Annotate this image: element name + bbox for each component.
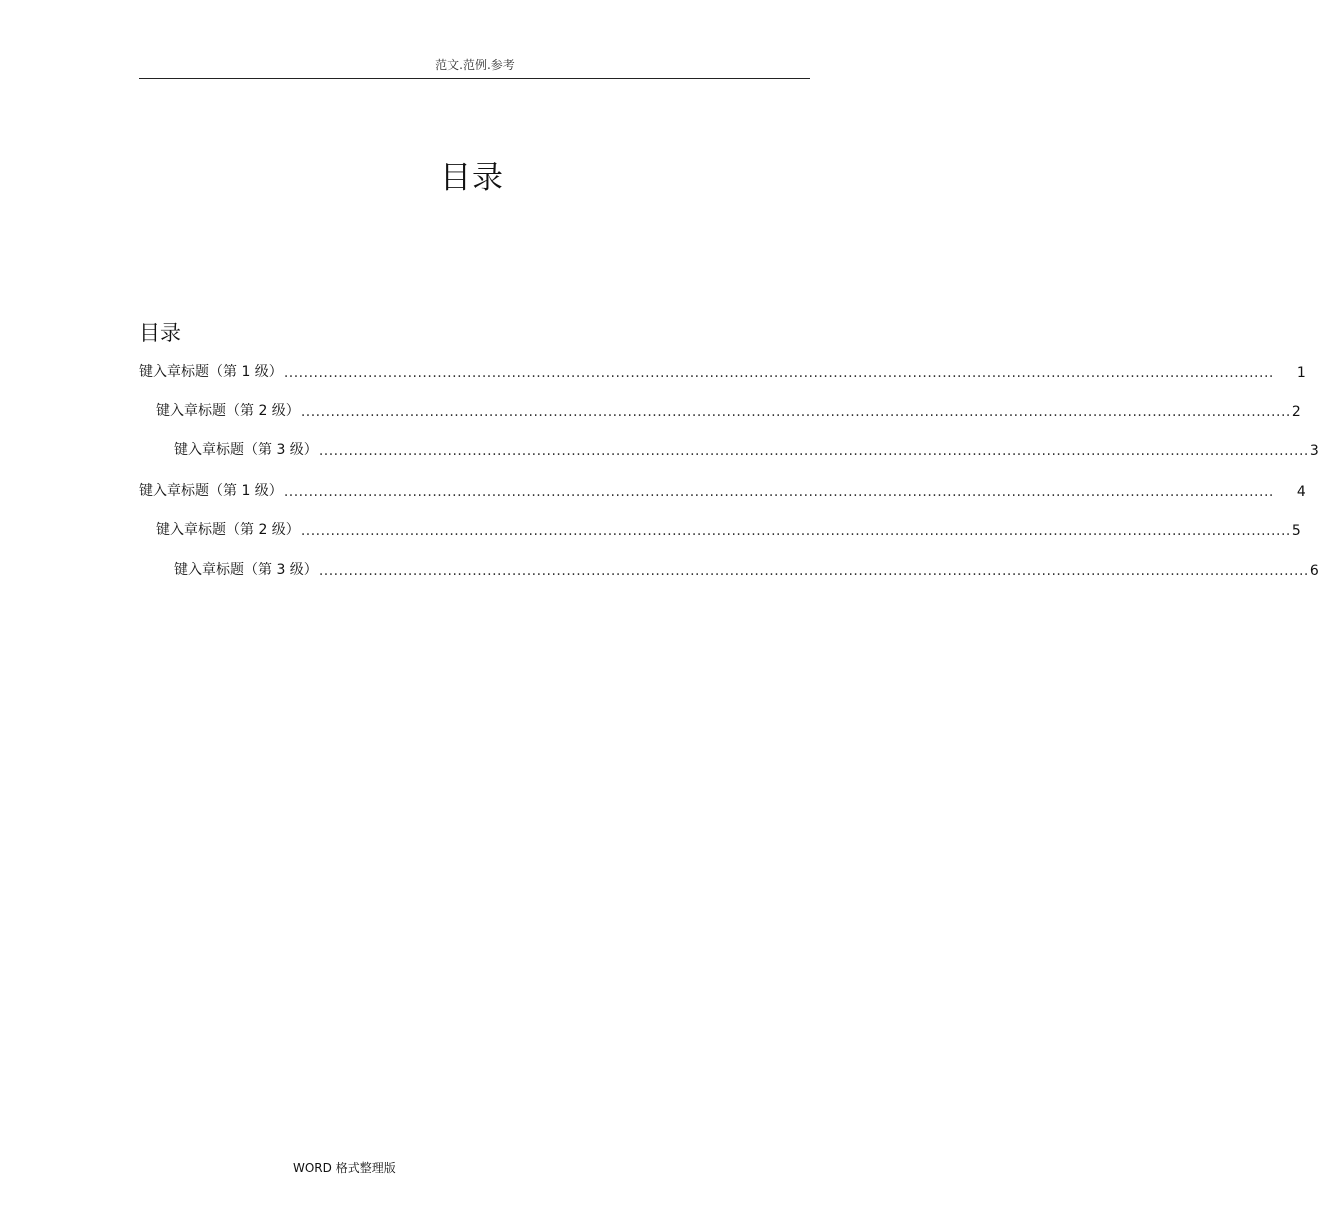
toc-entry-page: 3 (1309, 443, 1319, 459)
toc-entry[interactable] (156, 519, 1301, 539)
toc-entry[interactable] (139, 480, 1306, 500)
page-footer: WORD 格式整理版 (293, 1161, 396, 1175)
toc-heading: 目录 (139, 321, 181, 345)
toc-entry-title: 键入章标题（第 2 级） (156, 403, 300, 419)
toc-entry-page: 4 (1296, 484, 1306, 500)
header-text: 范文.范例.参考 (435, 58, 515, 72)
toc-entry[interactable] (174, 439, 1319, 459)
toc-entry-title: 键入章标题（第 1 级） (139, 364, 283, 380)
toc-leader-dots: ........................................................................................................................................................................................................ (283, 484, 1274, 500)
toc-leader-dots: ........................................................................................................................................................................................................ (283, 365, 1274, 381)
toc-entry-title: 键入章标题（第 3 级） (174, 562, 318, 578)
toc-entry-title: 键入章标题（第 3 级） (174, 442, 318, 458)
toc-leader-dots: ........................................................................................................................................................................................................ (300, 404, 1291, 420)
toc-entry-title: 键入章标题（第 2 级） (156, 522, 300, 538)
toc-entry[interactable] (174, 559, 1319, 579)
page-title: 目录 (440, 160, 504, 196)
toc-entry-page: 1 (1296, 365, 1306, 381)
toc-leader-dots: ........................................................................................................................................................................................................ (300, 523, 1291, 539)
toc-entry[interactable] (156, 400, 1301, 420)
toc-leader-dots: ........................................................................................................................................................................................................ (318, 443, 1309, 459)
toc-entry-page: 6 (1309, 563, 1319, 579)
toc-entry-page: 2 (1291, 404, 1301, 420)
toc-entry-page: 5 (1291, 523, 1301, 539)
toc-entry-title: 键入章标题（第 1 级） (139, 483, 283, 499)
toc-entry[interactable] (139, 361, 1306, 381)
toc-leader-dots: ........................................................................................................................................................................................................ (318, 563, 1309, 579)
header-rule (139, 78, 810, 79)
